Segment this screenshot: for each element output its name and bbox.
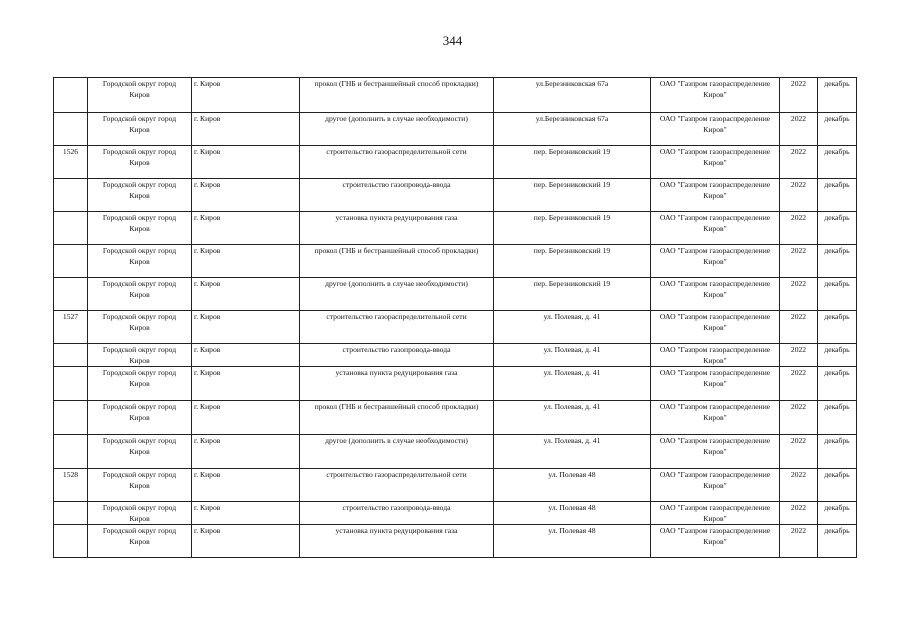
table-row (54, 212, 857, 245)
district-line-2: Киров (129, 514, 150, 523)
row-number-cell (54, 435, 88, 469)
work-type-cell: установка пункта редуцирования газа (300, 367, 494, 401)
work-type-cell: строительство газопровода-ввода (300, 179, 494, 212)
address-cell: пер. Березниковский 19 (494, 146, 651, 179)
city-cell: г. Киров (192, 212, 300, 245)
organization-cell (651, 146, 780, 179)
organization-cell (651, 367, 780, 401)
work-type-cell: строительство газопровода-ввода (300, 344, 494, 367)
organization-cell (651, 113, 780, 146)
month-cell: декабрь (818, 278, 857, 311)
organization-line-1: ОАО "Газпром газораспределение (659, 279, 771, 288)
district-line-2: Киров (129, 257, 150, 266)
district-line-1: Городской округ город (102, 436, 177, 445)
year-cell: 2022 (780, 146, 818, 179)
district-line-2: Киров (129, 158, 150, 167)
address-cell: ул. Полевая 48 (494, 502, 651, 525)
organization-line-2: Киров" (703, 537, 727, 546)
address-cell: ул. Полевая, д. 41 (494, 311, 651, 344)
year-cell: 2022 (780, 113, 818, 146)
district-line-2: Киров (129, 323, 150, 332)
month-cell: декабрь (818, 435, 857, 469)
organization-line-2: Киров" (703, 90, 727, 99)
city-cell: г. Киров (192, 344, 300, 367)
row-number-cell (54, 179, 88, 212)
address-cell: ул. Полевая, д. 41 (494, 344, 651, 367)
district-line-1: Городской округ город (102, 503, 177, 512)
address-cell: ул. Полевая, д. 41 (494, 401, 651, 435)
month-cell: декабрь (818, 344, 857, 367)
district-line-1: Городской округ город (102, 79, 177, 88)
month-cell: декабрь (818, 401, 857, 435)
page-number: 344 (442, 33, 463, 48)
organization-cell (651, 278, 780, 311)
organization-cell (651, 179, 780, 212)
organization-line-1: ОАО "Газпром газораспределение (659, 312, 771, 321)
address-cell: пер. Березниковский 19 (494, 278, 651, 311)
district-cell (88, 278, 192, 311)
city-cell: г. Киров (192, 245, 300, 278)
work-type-cell: установка пункта редуцирования газа (300, 525, 494, 558)
work-type-cell: установка пункта редуцирования газа (300, 212, 494, 245)
row-number-cell (54, 401, 88, 435)
year-cell: 2022 (780, 311, 818, 344)
district-line-1: Городской округ город (102, 246, 177, 255)
organization-line-2: Киров" (703, 413, 727, 422)
row-number-cell: 1526 (54, 146, 88, 179)
organization-line-2: Киров" (703, 191, 727, 200)
organization-line-2: Киров" (703, 481, 727, 490)
work-plan-table (53, 77, 857, 558)
district-cell (88, 401, 192, 435)
table-row (54, 179, 857, 212)
district-cell (88, 245, 192, 278)
work-type-cell: строительство газораспределительной сети (300, 311, 494, 344)
district-line-2: Киров (129, 90, 150, 99)
district-line-1: Городской округ город (102, 368, 177, 377)
table-row (54, 401, 857, 435)
organization-line-2: Киров" (703, 224, 727, 233)
district-line-1: Городской округ город (102, 526, 177, 535)
row-number-cell (54, 78, 88, 113)
district-line-2: Киров (129, 481, 150, 490)
month-cell: декабрь (818, 212, 857, 245)
address-cell: ул.Березниковская 67а (494, 78, 651, 113)
work-type-cell: другое (дополнить в случае необходимости) (300, 113, 494, 146)
month-cell: декабрь (818, 179, 857, 212)
organization-cell (651, 311, 780, 344)
district-line-2: Киров (129, 447, 150, 456)
address-cell: пер. Березниковский 19 (494, 245, 651, 278)
table-row (54, 245, 857, 278)
year-cell: 2022 (780, 469, 818, 502)
district-line-2: Киров (129, 356, 150, 365)
district-line-2: Киров (129, 413, 150, 422)
district-cell (88, 435, 192, 469)
district-cell (88, 212, 192, 245)
organization-cell (651, 344, 780, 367)
district-cell (88, 469, 192, 502)
organization-cell (651, 469, 780, 502)
organization-line-2: Киров" (703, 125, 727, 134)
month-cell: декабрь (818, 146, 857, 179)
row-number-cell (54, 278, 88, 311)
organization-line-2: Киров" (703, 379, 727, 388)
organization-line-1: ОАО "Газпром газораспределение (659, 180, 771, 189)
month-cell: декабрь (818, 502, 857, 525)
district-line-2: Киров (129, 191, 150, 200)
district-line-1: Городской округ город (102, 279, 177, 288)
city-cell: г. Киров (192, 179, 300, 212)
year-cell: 2022 (780, 367, 818, 401)
district-cell (88, 113, 192, 146)
year-cell: 2022 (780, 78, 818, 113)
address-cell: ул. Полевая, д. 41 (494, 435, 651, 469)
organization-cell (651, 435, 780, 469)
table-row (54, 146, 857, 179)
year-cell: 2022 (780, 212, 818, 245)
city-cell: г. Киров (192, 502, 300, 525)
organization-line-1: ОАО "Газпром газораспределение (659, 402, 771, 411)
city-cell: г. Киров (192, 78, 300, 113)
city-cell: г. Киров (192, 367, 300, 401)
work-type-cell: прокол (ГНБ и бестраншейный способ прокладки) (300, 245, 494, 278)
city-cell: г. Киров (192, 435, 300, 469)
city-cell: г. Киров (192, 469, 300, 502)
address-cell: ул. Полевая 48 (494, 525, 651, 558)
table-row (54, 344, 857, 367)
address-cell: ул. Полевая, д. 41 (494, 367, 651, 401)
year-cell: 2022 (780, 245, 818, 278)
district-cell (88, 78, 192, 113)
organization-line-1: ОАО "Газпром газораспределение (659, 246, 771, 255)
city-cell: г. Киров (192, 311, 300, 344)
work-type-cell: строительство газораспределительной сети (300, 146, 494, 179)
month-cell: декабрь (818, 113, 857, 146)
district-line-2: Киров (129, 125, 150, 134)
table-row (54, 435, 857, 469)
organization-cell (651, 525, 780, 558)
work-type-cell: строительство газопровода-ввода (300, 502, 494, 525)
district-line-1: Городской округ город (102, 312, 177, 321)
organization-line-2: Киров" (703, 356, 727, 365)
district-line-1: Городской округ город (102, 180, 177, 189)
organization-line-2: Киров" (703, 514, 727, 523)
month-cell: декабрь (818, 245, 857, 278)
address-cell: ул.Березниковская 67а (494, 113, 651, 146)
year-cell: 2022 (780, 344, 818, 367)
year-cell: 2022 (780, 525, 818, 558)
district-cell (88, 502, 192, 525)
table-row (54, 525, 857, 558)
row-number-cell (54, 525, 88, 558)
month-cell: декабрь (818, 525, 857, 558)
work-type-cell: прокол (ГНБ и бестраншейный способ прокладки) (300, 78, 494, 113)
row-number-cell (54, 113, 88, 146)
organization-line-1: ОАО "Газпром газораспределение (659, 503, 771, 512)
district-line-2: Киров (129, 537, 150, 546)
work-type-cell: строительство газораспределительной сети (300, 469, 494, 502)
table-row (54, 367, 857, 401)
organization-cell (651, 401, 780, 435)
city-cell: г. Киров (192, 278, 300, 311)
organization-line-1: ОАО "Газпром газораспределение (659, 368, 771, 377)
organization-line-1: ОАО "Газпром газораспределение (659, 114, 771, 123)
table-row (54, 113, 857, 146)
year-cell: 2022 (780, 435, 818, 469)
district-line-2: Киров (129, 379, 150, 388)
year-cell: 2022 (780, 401, 818, 435)
row-number-cell (54, 212, 88, 245)
district-line-1: Городской округ город (102, 147, 177, 156)
district-cell (88, 179, 192, 212)
organization-cell (651, 502, 780, 525)
organization-line-1: ОАО "Газпром газораспределение (659, 79, 771, 88)
month-cell: декабрь (818, 469, 857, 502)
district-cell (88, 525, 192, 558)
district-line-1: Городской округ город (102, 114, 177, 123)
city-cell: г. Киров (192, 401, 300, 435)
organization-line-1: ОАО "Газпром газораспределение (659, 526, 771, 535)
city-cell: г. Киров (192, 113, 300, 146)
work-type-cell: прокол (ГНБ и бестраншейный способ прокладки) (300, 401, 494, 435)
month-cell: декабрь (818, 311, 857, 344)
row-number-cell (54, 344, 88, 367)
table-row (54, 469, 857, 502)
organization-cell (651, 245, 780, 278)
district-line-1: Городской округ город (102, 402, 177, 411)
city-cell: г. Киров (192, 146, 300, 179)
organization-line-2: Киров" (703, 323, 727, 332)
address-cell: пер. Березниковский 19 (494, 179, 651, 212)
organization-cell (651, 212, 780, 245)
organization-line-2: Киров" (703, 158, 727, 167)
work-type-cell: другое (дополнить в случае необходимости) (300, 435, 494, 469)
district-line-2: Киров (129, 290, 150, 299)
year-cell: 2022 (780, 278, 818, 311)
district-line-1: Городской округ город (102, 213, 177, 222)
table-row (54, 502, 857, 525)
organization-line-1: ОАО "Газпром газораспределение (659, 147, 771, 156)
district-line-1: Городской округ город (102, 470, 177, 479)
row-number-cell (54, 367, 88, 401)
row-number-cell (54, 245, 88, 278)
organization-line-2: Киров" (703, 290, 727, 299)
city-cell: г. Киров (192, 525, 300, 558)
organization-line-2: Киров" (703, 447, 727, 456)
table-row (54, 311, 857, 344)
address-cell: пер. Березниковский 19 (494, 212, 651, 245)
district-line-1: Городской округ город (102, 345, 177, 354)
address-cell: ул. Полевая 48 (494, 469, 651, 502)
organization-line-1: ОАО "Газпром газораспределение (659, 470, 771, 479)
district-line-2: Киров (129, 224, 150, 233)
month-cell: декабрь (818, 78, 857, 113)
month-cell: декабрь (818, 367, 857, 401)
district-cell (88, 146, 192, 179)
organization-line-1: ОАО "Газпром газораспределение (659, 345, 771, 354)
district-cell (88, 367, 192, 401)
district-cell (88, 311, 192, 344)
work-type-cell: другое (дополнить в случае необходимости) (300, 278, 494, 311)
year-cell: 2022 (780, 179, 818, 212)
organization-cell (651, 78, 780, 113)
table-row (54, 278, 857, 311)
organization-line-1: ОАО "Газпром газораспределение (659, 213, 771, 222)
organization-line-2: Киров" (703, 257, 727, 266)
row-number-cell: 1527 (54, 311, 88, 344)
year-cell: 2022 (780, 502, 818, 525)
organization-line-1: ОАО "Газпром газораспределение (659, 436, 771, 445)
row-number-cell (54, 502, 88, 525)
row-number-cell: 1528 (54, 469, 88, 502)
table-row (54, 78, 857, 113)
district-cell (88, 344, 192, 367)
